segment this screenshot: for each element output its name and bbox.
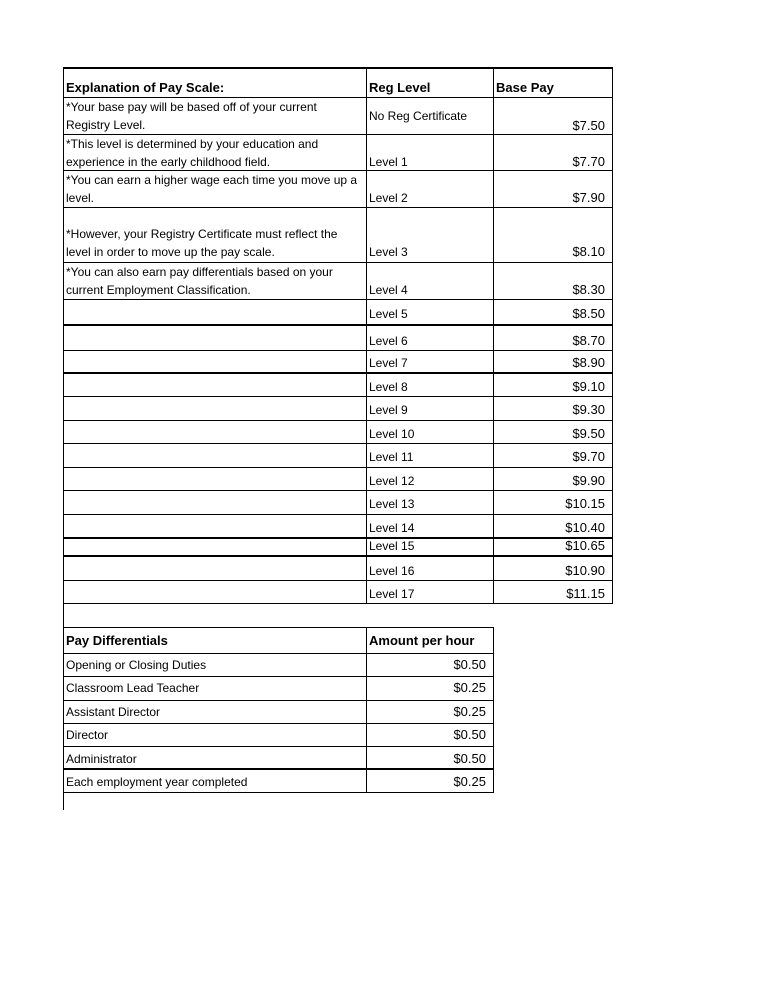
- level-label: Level 12: [369, 474, 415, 488]
- base-pay-value: $8.30: [572, 282, 605, 297]
- level-label: Level 11: [369, 450, 414, 464]
- base-pay-value: $9.70: [572, 449, 605, 464]
- row-divider: [63, 324, 613, 326]
- level-label: Level 15: [369, 539, 415, 553]
- header-pay-differentials: Pay Differentials: [66, 633, 168, 648]
- header-reg-level: Reg Level: [369, 80, 431, 95]
- level-label: Level 10: [369, 427, 415, 441]
- row-divider: [63, 350, 613, 351]
- level-label: Level 5: [369, 307, 408, 321]
- base-pay-value: $9.90: [572, 473, 605, 488]
- level-label: Level 4: [369, 283, 408, 297]
- table-border: [493, 67, 494, 604]
- row-divider: [63, 67, 613, 69]
- row-divider: [63, 603, 613, 604]
- row-divider: [63, 723, 494, 724]
- level-label: Level 7: [369, 356, 408, 370]
- differential-name: Assistant Director: [66, 705, 161, 719]
- differential-amount: $0.25: [453, 680, 486, 695]
- level-label: Level 14: [369, 521, 415, 535]
- differential-amount: $0.25: [453, 774, 486, 789]
- row-divider: [63, 443, 613, 444]
- level-label: Level 8: [369, 380, 408, 394]
- header-amount-per-hour: Amount per hour: [369, 633, 475, 648]
- row-divider: [63, 653, 494, 654]
- explanation-text: *However, your Registry Certificate must reflect the level in order to move up the pay scale.: [66, 227, 338, 259]
- base-pay-value: $7.50: [572, 118, 605, 133]
- explanation-text: *You can also earn pay differentials based on your current Employment Classification.: [66, 265, 333, 297]
- differential-amount: $0.50: [453, 657, 486, 672]
- row-divider: [63, 768, 494, 770]
- header-explanation: Explanation of Pay Scale:: [66, 80, 225, 95]
- row-divider: [63, 580, 613, 581]
- row-divider: [63, 467, 613, 468]
- row-divider: [63, 627, 494, 628]
- row-divider: [63, 372, 613, 374]
- base-pay-value: $9.30: [572, 402, 605, 417]
- row-divider: [63, 299, 613, 300]
- row-divider: [63, 700, 494, 701]
- base-pay-value: $8.50: [572, 306, 605, 321]
- row-divider: [63, 420, 613, 421]
- base-pay-value: $11.15: [566, 586, 605, 601]
- differential-name: Each employment year completed: [66, 775, 248, 789]
- differential-name: Opening or Closing Duties: [66, 658, 207, 672]
- level-label: Level 13: [369, 497, 415, 511]
- row-divider: [63, 396, 613, 397]
- level-label: Level 3: [369, 245, 408, 259]
- level-label: Level 2: [369, 191, 408, 205]
- differential-name: Classroom Lead Teacher: [66, 681, 200, 695]
- row-divider: [63, 746, 494, 747]
- explanation-text: *You can earn a higher wage each time you move up a level.: [66, 173, 358, 205]
- differential-name: Administrator: [66, 752, 137, 766]
- row-divider: [63, 207, 613, 208]
- level-label: Level 1: [369, 155, 408, 169]
- base-pay-value: $10.90: [565, 563, 605, 578]
- explanation-text: *Your base pay will be based off of your current Registry Level.: [66, 100, 317, 132]
- base-pay-value: $9.50: [572, 426, 605, 441]
- differential-name: Director: [66, 728, 109, 742]
- level-label: No Reg Certificate: [369, 109, 468, 123]
- differential-amount: $0.25: [453, 704, 486, 719]
- row-divider: [63, 555, 613, 557]
- table-border: [612, 67, 613, 604]
- base-pay-value: $7.70: [572, 154, 605, 169]
- table-border: [63, 67, 64, 810]
- level-label: Level 9: [369, 403, 408, 417]
- row-divider: [63, 676, 494, 677]
- base-pay-value: $8.10: [572, 244, 605, 259]
- row-divider: [63, 490, 613, 491]
- level-label: Level 17: [369, 587, 415, 601]
- explanation-text: *This level is determined by your education and experience in the early childhood field.: [66, 137, 319, 169]
- row-divider: [63, 514, 613, 515]
- base-pay-value: $9.10: [572, 379, 605, 394]
- level-label: Level 6: [369, 334, 408, 348]
- base-pay-value: $10.65: [565, 538, 605, 553]
- base-pay-value: $8.70: [572, 333, 605, 348]
- differential-amount: $0.50: [453, 727, 486, 742]
- row-divider: [63, 792, 494, 793]
- base-pay-value: $10.40: [565, 520, 605, 535]
- table-border: [366, 67, 367, 604]
- base-pay-value: $10.15: [565, 496, 605, 511]
- base-pay-value: $7.90: [572, 190, 605, 205]
- base-pay-value: $8.90: [572, 355, 605, 370]
- level-label: Level 16: [369, 564, 415, 578]
- differential-amount: $0.50: [453, 751, 486, 766]
- header-base-pay: Base Pay: [496, 80, 554, 95]
